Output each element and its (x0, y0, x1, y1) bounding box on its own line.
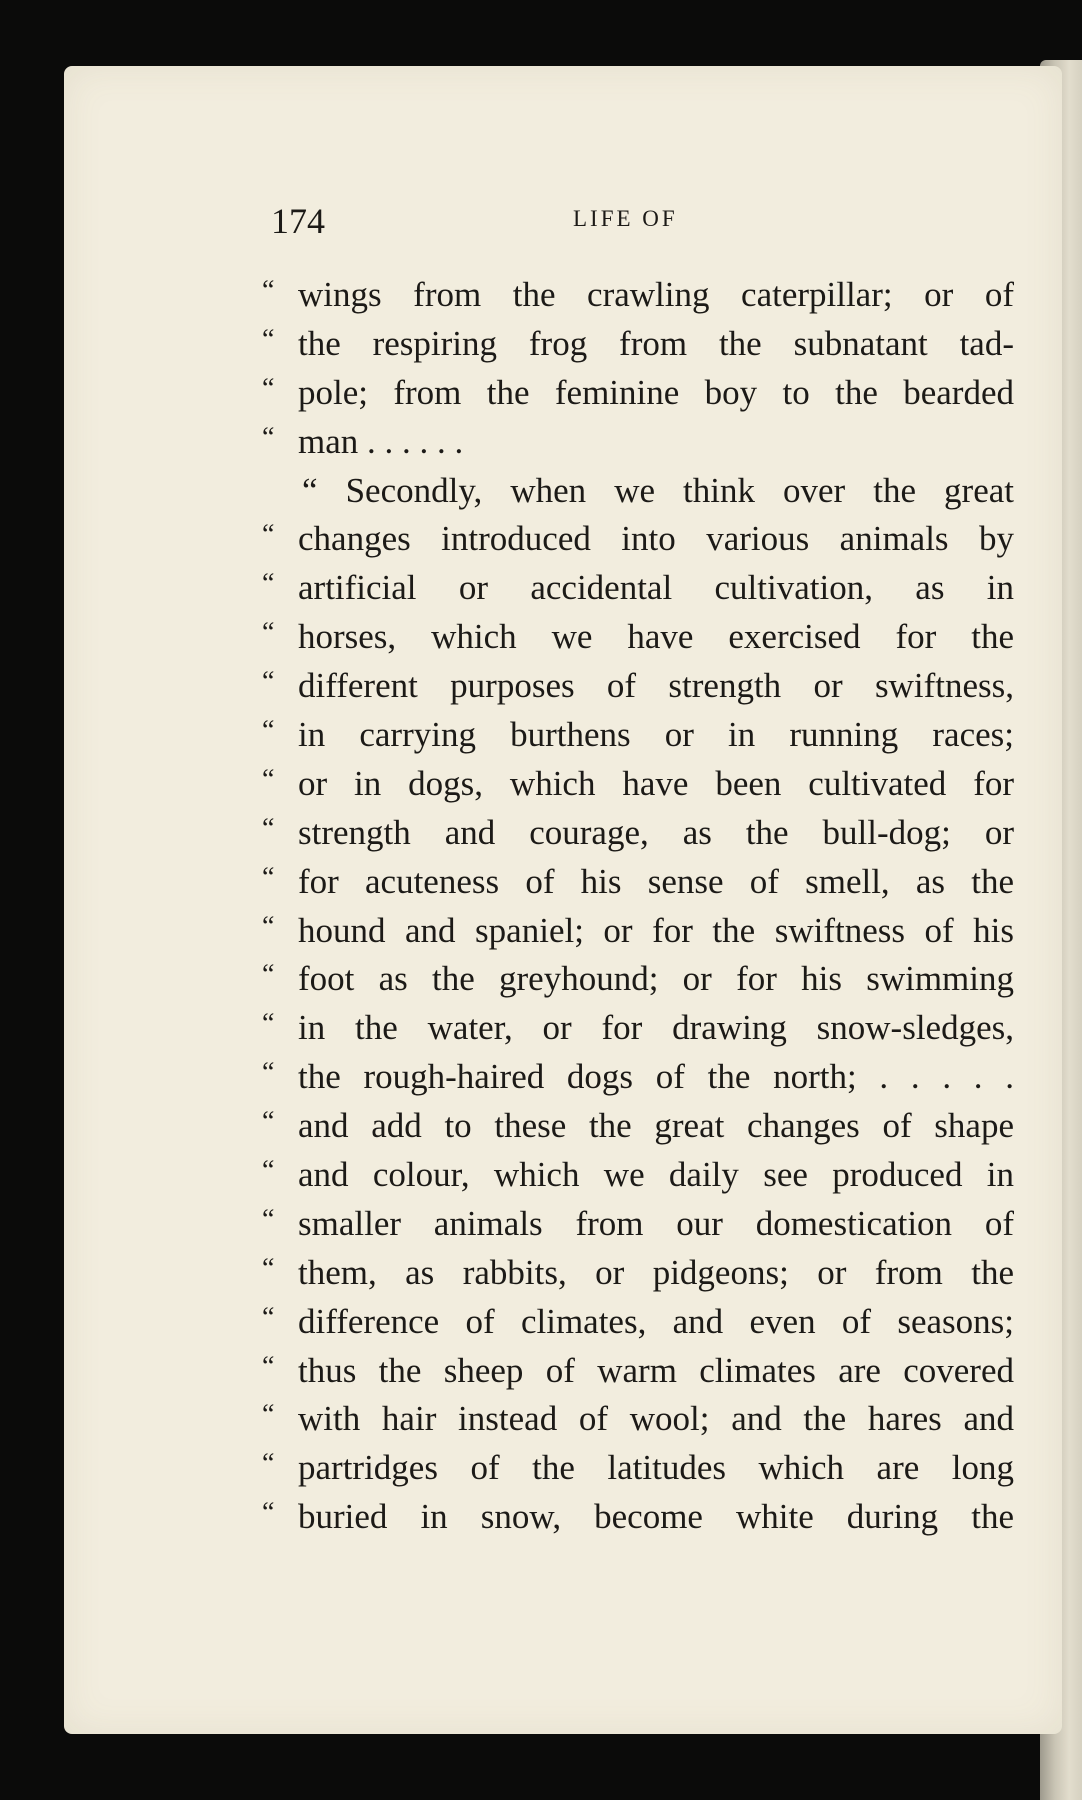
line-text: artificial or accidental cultivation, as in (298, 568, 1014, 608)
quote-mark: “ (262, 323, 275, 355)
line-text: smaller animals from our domestication of (298, 1203, 1014, 1243)
quote-mark: “ (262, 763, 275, 795)
quote-mark: “ (262, 617, 275, 649)
text-line (262, 1249, 1022, 1298)
quote-mark: “ (262, 1008, 275, 1040)
running-head: LIFE OF (573, 206, 678, 231)
line-text: or in dogs, which have been cultivated for (298, 763, 1014, 803)
text-line (262, 760, 1022, 809)
quote-mark: “ (262, 519, 275, 551)
text-line (262, 1102, 1022, 1151)
text-line (262, 320, 1022, 369)
line-text: strength and courage, as the bull-dog; or (298, 812, 1014, 852)
page-header (271, 200, 1021, 250)
body-text (262, 271, 1022, 1542)
quote-mark: “ (262, 666, 275, 698)
text-line (262, 467, 1022, 516)
text-line (262, 1493, 1022, 1542)
text-line (262, 564, 1022, 613)
line-text: difference of climates, and even of seasons; (298, 1301, 1014, 1341)
line-text: in carrying burthens or in running races; (298, 715, 1014, 755)
line-text: foot as the greyhound; or for his swimming (298, 959, 1014, 999)
quote-mark: “ (262, 568, 275, 600)
line-text: “ Secondly, when we think over the great (302, 470, 1014, 510)
quote-mark: “ (262, 1497, 275, 1529)
text-line (262, 515, 1022, 564)
text-line (262, 1200, 1022, 1249)
quote-mark: “ (262, 1203, 275, 1235)
text-line (262, 271, 1022, 320)
quote-mark: “ (262, 421, 275, 453)
quote-mark: “ (262, 1350, 275, 1382)
line-text: different purposes of strength or swiftness, (298, 666, 1014, 706)
quote-mark: “ (262, 861, 275, 893)
line-text: in the water, or for drawing snow-sledges, (298, 1008, 1014, 1048)
line-text: for acuteness of his sense of smell, as the (298, 861, 1014, 901)
text-line (262, 1347, 1022, 1396)
line-text: hound and spaniel; or for the swiftness of his (298, 910, 1014, 950)
text-line (262, 809, 1022, 858)
text-line (262, 1004, 1022, 1053)
line-text: partridges of the latitudes which are long (298, 1448, 1014, 1488)
text-line (262, 418, 1022, 467)
quote-mark: “ (262, 812, 275, 844)
line-text: with hair instead of wool; and the hares and (298, 1399, 1014, 1439)
quote-mark: “ (262, 910, 275, 942)
line-text: and colour, which we daily see produced in (298, 1155, 1014, 1195)
quote-mark: “ (262, 275, 275, 306)
line-text: changes introduced into various animals by (298, 519, 1014, 559)
text-line (262, 711, 1022, 760)
quote-mark: “ (262, 1155, 275, 1187)
quote-mark: “ (262, 1301, 275, 1333)
line-text: and add to these the great changes of shape (298, 1106, 1014, 1146)
text-line (262, 369, 1022, 418)
quote-mark: “ (262, 1399, 275, 1431)
line-text: them, as rabbits, or pidgeons; or from the (298, 1252, 1014, 1292)
text-line (262, 1053, 1022, 1102)
quote-mark: “ (262, 1057, 275, 1089)
text-line (262, 1151, 1022, 1200)
line-text: pole; from the feminine boy to the bearded (298, 372, 1014, 412)
text-line (262, 907, 1022, 956)
line-text: the respiring frog from the subnatant tad- (298, 323, 1014, 363)
quote-mark: “ (262, 1448, 275, 1480)
text-line (262, 613, 1022, 662)
quote-mark: “ (262, 959, 275, 991)
text-line (262, 1298, 1022, 1347)
line-text: wings from the crawling caterpillar; or of (298, 275, 1014, 314)
text-line (262, 662, 1022, 711)
line-text: horses, which we have exercised for the (298, 617, 1014, 657)
quote-mark: “ (262, 372, 275, 404)
text-line (262, 955, 1022, 1004)
line-text: man . . . . . . (298, 421, 464, 461)
line-text: the rough-haired dogs of the north; . . . . . (298, 1057, 1014, 1097)
text-line (262, 858, 1022, 907)
text-line (262, 1395, 1022, 1444)
page-number: 174 (271, 201, 325, 241)
line-text: buried in snow, become white during the (298, 1497, 1014, 1537)
text-line (262, 1444, 1022, 1493)
quote-mark: “ (262, 1106, 275, 1138)
quote-mark: “ (262, 715, 275, 747)
line-text: thus the sheep of warm climates are covered (298, 1350, 1014, 1390)
quote-mark: “ (262, 1252, 275, 1284)
